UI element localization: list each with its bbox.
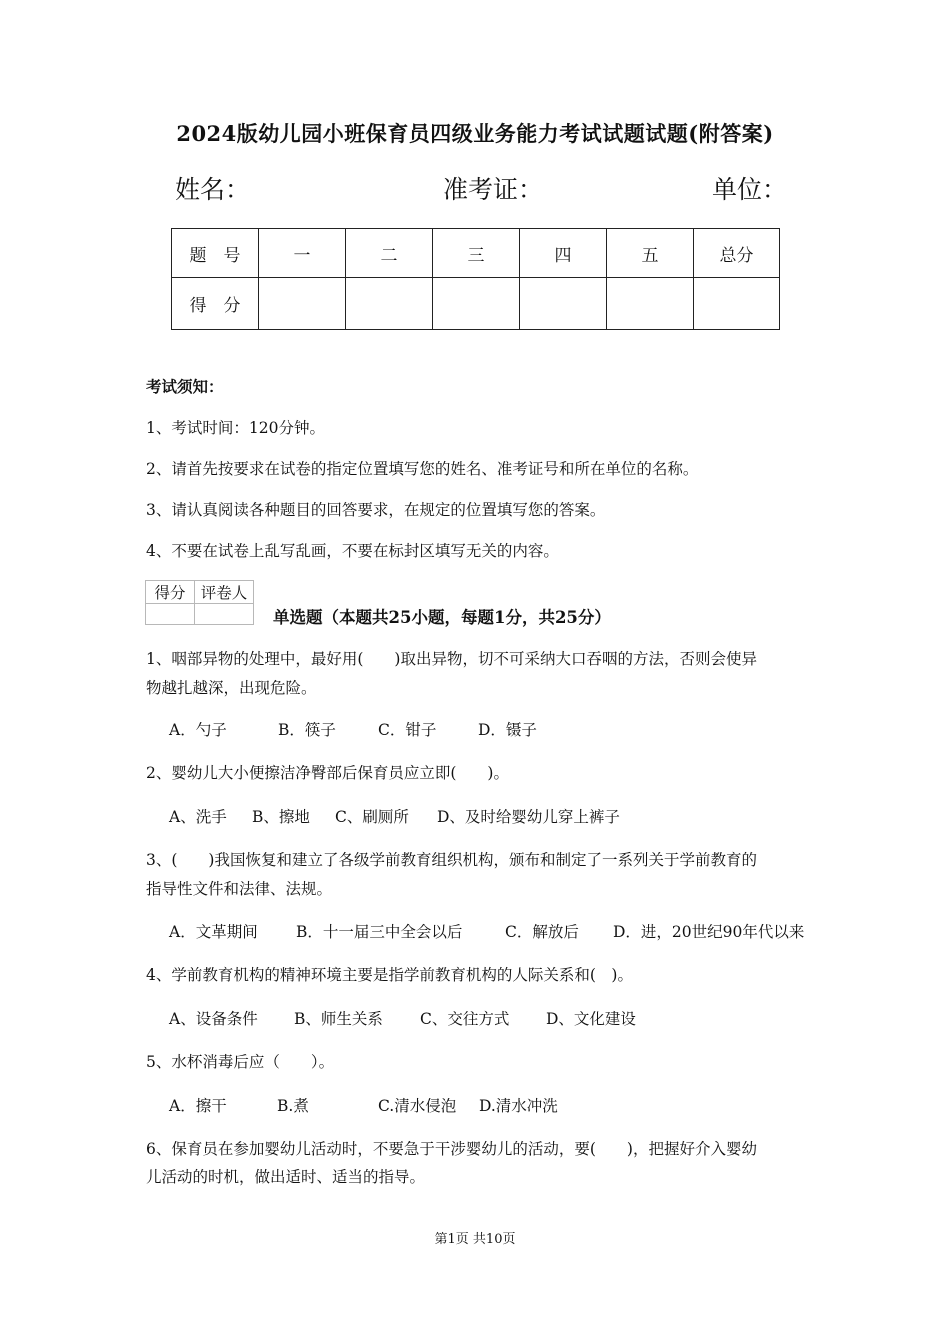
notice-heading: 考试须知： bbox=[146, 377, 224, 396]
score-header-cell: 二 bbox=[346, 229, 433, 278]
option-d[interactable]: D．进，20世纪90年代以来 bbox=[613, 923, 805, 941]
option-c[interactable]: C．解放后 bbox=[505, 923, 579, 941]
option-c[interactable]: C．钳子 bbox=[378, 721, 437, 739]
grader-score-cell[interactable] bbox=[146, 604, 195, 625]
score-header-cell: 三 bbox=[433, 229, 520, 278]
score-input-cell[interactable] bbox=[694, 278, 780, 330]
score-table bbox=[171, 228, 780, 330]
question-line: 3、( )我国恢复和建立了各级学前教育组织机构，颁布和制定了一系列关于学前教育的 bbox=[146, 851, 757, 869]
score-header-cell: 总分 bbox=[694, 229, 780, 278]
notice-item: 3、请认真阅读各种题目的回答要求，在规定的位置填写您的答案。 bbox=[146, 501, 606, 519]
score-input-cell[interactable] bbox=[520, 278, 607, 330]
option-d[interactable]: D．镊子 bbox=[478, 721, 537, 739]
score-header-cell: 四 bbox=[520, 229, 607, 278]
score-header-cell: 五 bbox=[607, 229, 694, 278]
question-line: 指导性文件和法律、法规。 bbox=[146, 880, 333, 898]
option-c[interactable]: C、交往方式 bbox=[420, 1010, 510, 1028]
score-input-cell[interactable] bbox=[346, 278, 433, 330]
name-field-label: 姓名： bbox=[175, 175, 251, 204]
grader-score-label: 得分 bbox=[146, 581, 195, 604]
question-line: 儿活动的时机，做出适时、适当的指导。 bbox=[146, 1168, 426, 1186]
option-b[interactable]: B．十一届三中全会以后 bbox=[296, 923, 463, 941]
page-footer: 第1页 共10页 bbox=[434, 1232, 516, 1247]
unit-field-label: 单位： bbox=[712, 175, 788, 204]
page-title: 2024版幼儿园小班保育员四级业务能力考试试题试题(附答案) bbox=[176, 121, 774, 146]
option-b[interactable]: B．筷子 bbox=[278, 721, 336, 739]
grader-name-label: 评卷人 bbox=[195, 581, 254, 604]
score-table-score-row bbox=[172, 278, 780, 330]
grader-name-cell[interactable] bbox=[195, 604, 254, 625]
score-row-label: 得 分 bbox=[172, 278, 259, 330]
option-a[interactable]: A．文革期间 bbox=[169, 923, 258, 941]
score-table-header-row bbox=[172, 229, 780, 278]
option-c[interactable]: C、刷厕所 bbox=[335, 808, 409, 826]
notice-item: 1、考试时间：120分钟。 bbox=[146, 419, 325, 437]
notice-item: 4、不要在试卷上乱写乱画，不要在标封区填写无关的内容。 bbox=[146, 542, 559, 560]
score-header-cell: 一 bbox=[259, 229, 346, 278]
option-b[interactable]: B.煮 bbox=[277, 1097, 309, 1115]
grader-box bbox=[145, 580, 254, 625]
notice-item: 2、请首先按要求在试卷的指定位置填写您的姓名、准考证号和所在单位的名称。 bbox=[146, 460, 699, 478]
option-b[interactable]: B、擦地 bbox=[252, 808, 310, 826]
question-line: 物越扎越深，出现危险。 bbox=[146, 679, 317, 697]
option-a[interactable]: A．擦干 bbox=[169, 1097, 227, 1115]
option-c[interactable]: C.清水侵泡 bbox=[378, 1097, 457, 1115]
question-line: 4、学前教育机构的精神环境主要是指学前教育机构的人际关系和( )。 bbox=[146, 966, 633, 984]
score-header-cell: 题 号 bbox=[172, 229, 259, 278]
score-input-cell[interactable] bbox=[433, 278, 520, 330]
question-line: 1、咽部异物的处理中，最好用( )取出异物，切不可采纳大口吞咽的方法，否则会使异 bbox=[146, 650, 757, 668]
option-a[interactable]: A．勺子 bbox=[169, 721, 227, 739]
option-b[interactable]: B、师生关系 bbox=[294, 1010, 383, 1028]
option-d[interactable]: D.清水冲洗 bbox=[479, 1097, 558, 1115]
question-line: 6、保育员在参加婴幼儿活动时，不要急于干涉婴幼儿的活动，要( )，把握好介入婴幼 bbox=[146, 1140, 757, 1158]
question-line: 2、婴幼儿大小便擦洁净臀部后保育员应立即( )。 bbox=[146, 764, 509, 782]
question-line: 5、水杯消毒后应（ ）。 bbox=[146, 1053, 335, 1071]
option-a[interactable]: A、洗手 bbox=[169, 808, 227, 826]
section-title: 单选题（本题共25小题，每题1分，共25分） bbox=[273, 608, 611, 627]
score-input-cell[interactable] bbox=[607, 278, 694, 330]
option-a[interactable]: A、设备条件 bbox=[169, 1010, 258, 1028]
score-input-cell[interactable] bbox=[259, 278, 346, 330]
option-d[interactable]: D、及时给婴幼儿穿上裤子 bbox=[437, 808, 620, 826]
option-d[interactable]: D、文化建设 bbox=[546, 1010, 636, 1028]
exam-number-field-label: 准考证： bbox=[443, 175, 544, 204]
